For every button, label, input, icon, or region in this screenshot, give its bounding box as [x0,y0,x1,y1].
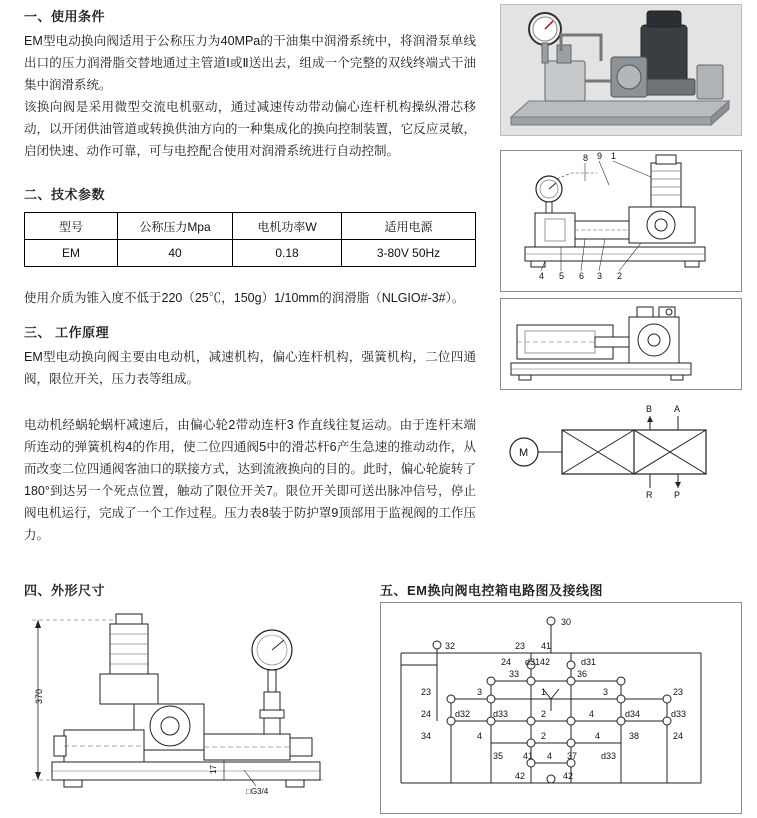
symbol-label-A: A [674,404,681,414]
dimension-drawing [24,602,364,812]
section-1-paragraph-1: EM型电动换向阀适用于公称压力为40MPa的干油集中润滑系统中，将润滑泵单线出口的压力润滑脂交替地通过主管道Ⅰ或Ⅱ送出去，组成一个完整的双线终端式干油集中润滑系统。 [24,34,476,92]
circuit-label-d32: d32 [455,709,471,719]
table-header-power: 电机功率W [233,213,342,240]
callout-5: 5 [559,271,565,281]
symbol-label-P: P [674,490,681,500]
table-row [25,240,476,267]
control-circuit-diagram [380,602,742,814]
circuit-label-d33: d33 [493,709,509,719]
cell-power: 0.18 [233,240,342,267]
circuit-label-42b: 42 [563,771,574,781]
table-header-model: 型号 [25,213,118,240]
table-header-pressure: 公称压力Mpa [118,213,233,240]
circuit-label-38: 38 [629,731,640,741]
dimension-17: 17 [209,765,218,774]
callout-4: 4 [539,271,545,281]
symbol-label-R: R [646,490,653,500]
circuit-label-4: 4 [589,709,595,719]
section-3-title: 三、 工作原理 [24,325,110,340]
dimension-370: 370 [34,688,44,704]
callout-8: 8 [583,153,589,163]
circuit-label-42: 42 [515,771,526,781]
callout-1: 1 [611,151,617,161]
circuit-label-d34: d34 [625,709,641,719]
cell-supply: 3-80V 50Hz [342,240,476,267]
section-view-drawing [500,298,742,390]
cell-model: EM [25,240,118,267]
circuit-label-2b: 2 [541,731,547,741]
callout-9: 9 [597,151,603,161]
table-header-supply: 适用电源 [342,213,476,240]
section-3-paragraph-2: 电动机经蜗轮蜗杆减速后，由偏心轮2带动连杆3 作直线往复运动。由于连杆末端所连动的弹簧机构4的作用，使二位四通阀5中的滑芯杆6产生急速的推动动作，从而改变二位四通阀客油口的联接方式，达到流液换向的目的。此时，偏心轮旋转了180°到达另一个死点位置，触动了限位开关7。限位开关即可送出脉冲信号，停止阀电机运行，完成了一个工作过程。压力表8装于防护罩9顶部用于监视阀的工作压力。 [24,418,476,542]
spec-table [24,212,476,267]
circuit-label-3b: 3 [603,687,609,697]
circuit-label-d33b: d33 [671,709,687,719]
symbol-label-M: M [519,447,529,459]
circuit-label-4b: 4 [477,731,483,741]
cell-pressure: 40 [118,240,233,267]
circuit-label-24b: 24 [421,709,432,719]
circuit-label-2: 2 [541,709,547,719]
circuit-label-41b: 41 [523,751,534,761]
symbol-label-B: B [646,404,653,414]
hydraulic-symbol-diagram [500,400,740,500]
circuit-label-4d: 4 [547,751,553,761]
circuit-label-41: 41 [541,641,552,651]
circuit-label-37: 37 [567,751,578,761]
thread-callout: □G3/4 [246,787,269,796]
circuit-label-d3142: d3142 [525,657,551,667]
section-1-title: 一、使用条件 [24,9,106,24]
circuit-label-3a: 3 [477,687,483,697]
circuit-label-32: 32 [445,641,456,651]
circuit-label-30: 30 [561,617,572,627]
circuit-label-23b: 23 [421,687,432,697]
section-2-note: 使用介质为锥入度不低于220（25℃，150g）1/10mm的润滑脂（NLGIO#-3#）。 [24,291,465,305]
circuit-label-35: 35 [493,751,504,761]
circuit-label-34: 34 [421,731,432,741]
section-1-body [24,30,476,162]
section-4-title: 四、外形尺寸 [24,583,106,598]
circuit-label-d31: d31 [581,657,597,667]
section-1-paragraph-2: 该换向阀是采用微型交流电机驱动，通过减速传动带动偏心连杆机构操纵滑芯移动，以开闭供油管道或转换供油方向的一种集成化的换向控制装置，它反应灵敏，启闭快速、动作可靠，可与电控配合使用对润滑系统进行自动控制。 [24,100,476,158]
section-2-title: 二、技术参数 [24,187,106,202]
circuit-label-d33c: d33 [601,751,617,761]
circuit-label-36: 36 [577,669,588,679]
circuit-label-4c: 4 [595,731,601,741]
callout-2: 2 [617,271,623,281]
circuit-label-24c: 24 [673,731,684,741]
product-photo [500,4,742,136]
circuit-label-23c: 23 [673,687,684,697]
table-header-row [25,213,476,240]
circuit-label-23: 23 [515,641,526,651]
section-5-title: 五、EM换向阀电控箱电路图及接线图 [380,583,604,598]
circuit-label-33: 33 [509,669,520,679]
assembly-drawing [500,150,742,292]
callout-6: 6 [579,271,585,281]
section-3-paragraph-1: EM型电动换向阀主要由电动机，减速机构，偏心连杆机构，强簧机构，二位四通阀，限位开关，压力表等组成。 [24,350,476,386]
circuit-label-24: 24 [501,657,512,667]
callout-3: 3 [597,271,603,281]
circuit-label-1: 1 [541,687,547,697]
